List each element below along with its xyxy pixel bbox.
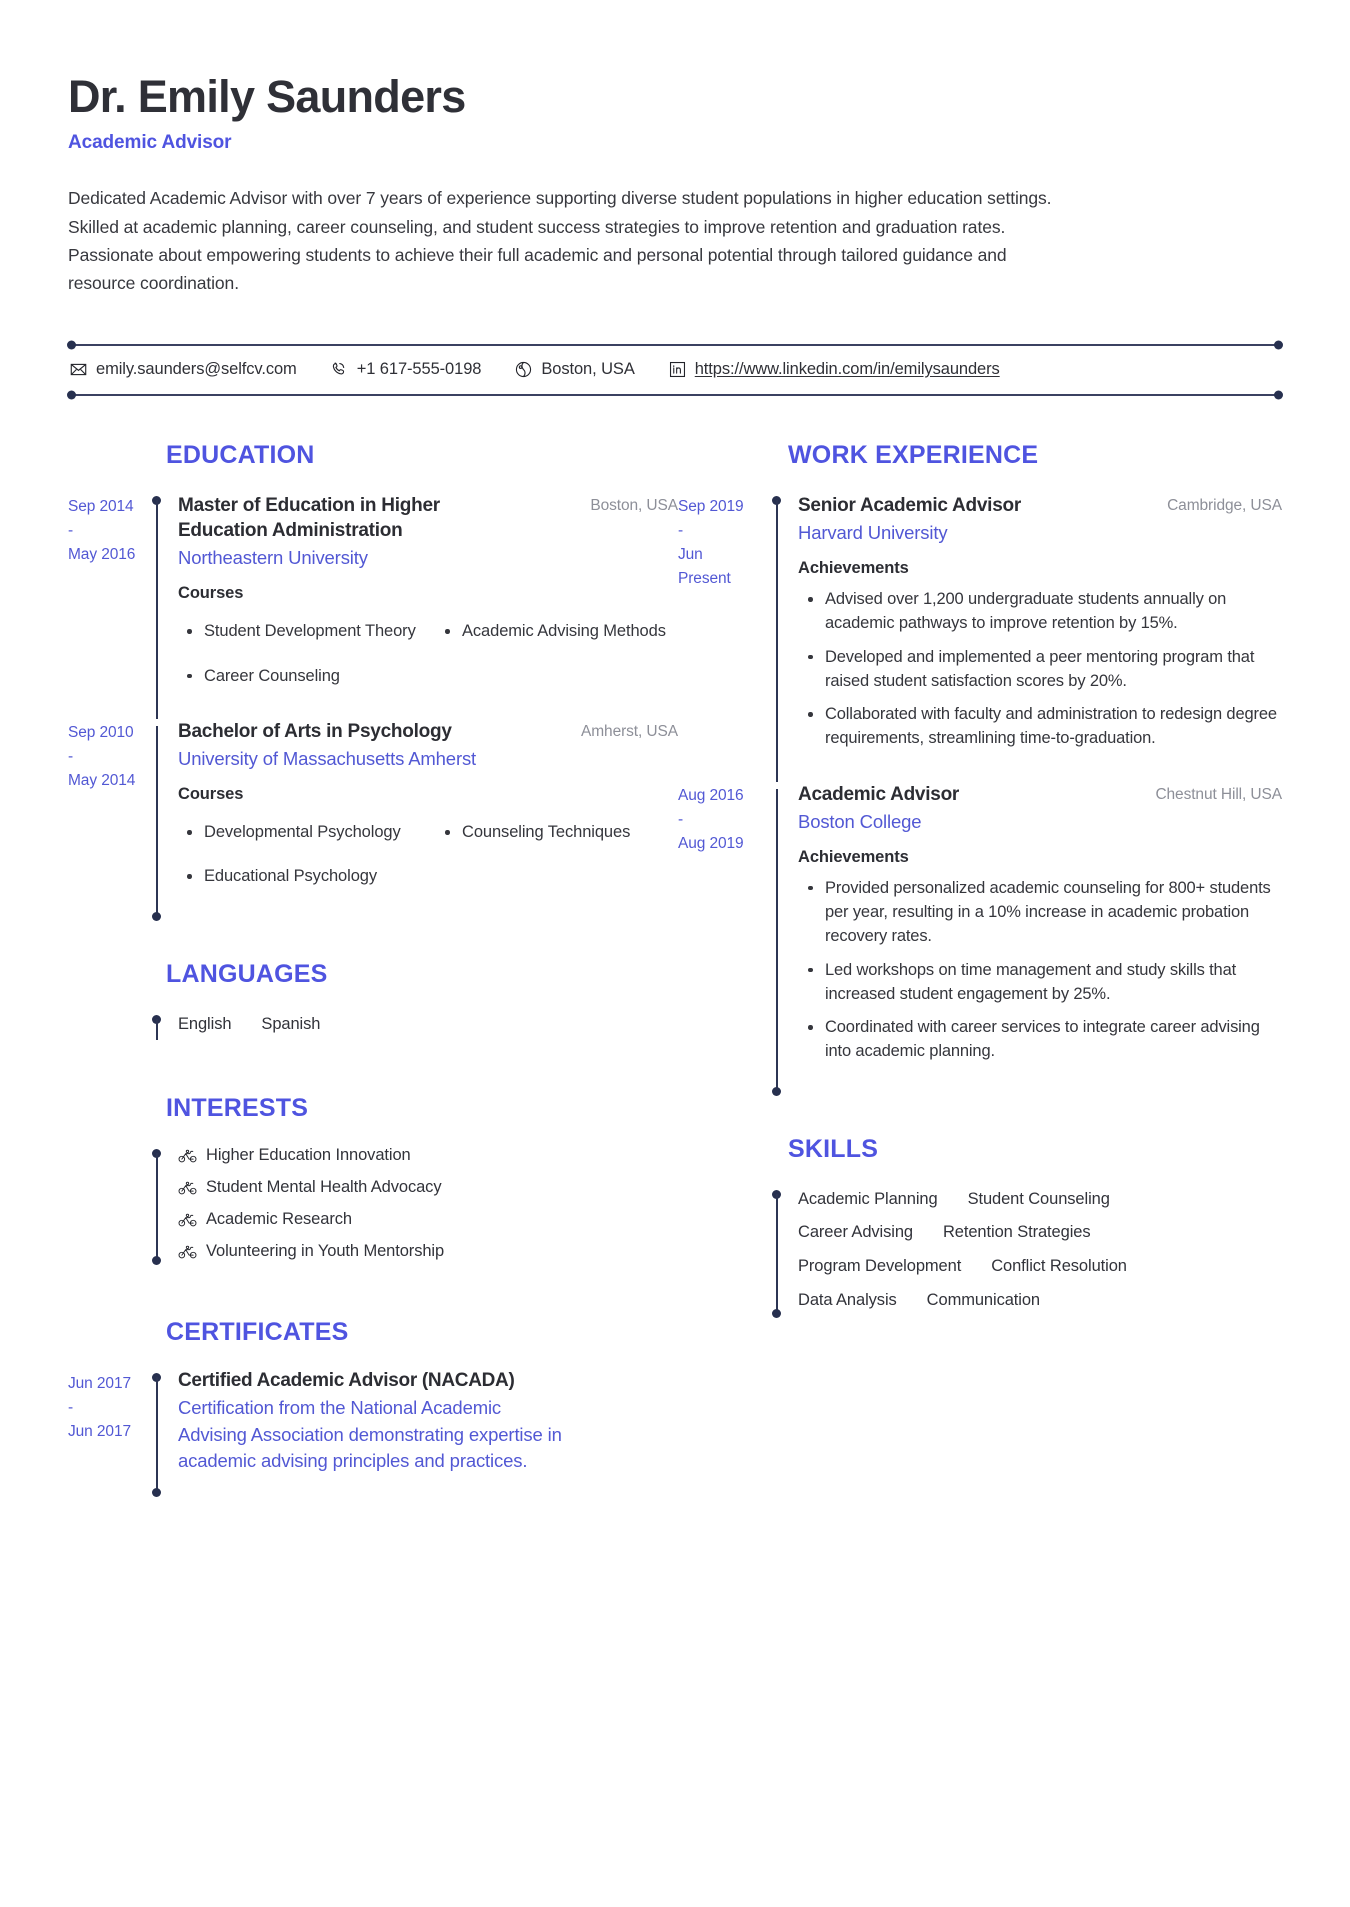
contact-linkedin-text[interactable]: https://www.linkedin.com/in/emilysaunders — [694, 359, 1000, 378]
work-entry — [678, 493, 1282, 782]
spacer — [68, 1040, 678, 1094]
interest-label: Higher Education Innovation — [206, 1146, 411, 1165]
interest-label: Student Mental Health Advocacy — [206, 1178, 442, 1197]
skill-item: Conflict Resolution — [991, 1257, 1127, 1276]
course-item: Career Counseling — [178, 664, 420, 688]
timeline-dot — [152, 1488, 161, 1497]
contact-phone[interactable] — [331, 360, 482, 379]
skills-block — [678, 1187, 1282, 1317]
certificate-title: Certified Academic Advisor (NACADA) — [178, 1370, 515, 1392]
work-location: Chestnut Hill, USA — [1155, 785, 1282, 803]
timeline-marker — [770, 1187, 786, 1317]
timeline-marker — [770, 493, 786, 782]
bicycle-icon — [178, 1180, 197, 1196]
right-column — [678, 441, 1282, 1317]
contact-phone-text: +1 617-555-0198 — [356, 359, 482, 378]
date-end: Present — [678, 569, 731, 587]
interest-label: Academic Research — [206, 1210, 352, 1229]
contact-items — [68, 346, 1282, 394]
education-body — [166, 493, 678, 719]
education-school: University of Massachusetts Amherst — [178, 748, 477, 770]
course-item: Student Development Theory — [178, 619, 420, 643]
timeline-line — [156, 726, 158, 920]
achievements-label: Achievements — [798, 847, 909, 866]
spacer — [68, 1264, 678, 1318]
resume-columns — [68, 441, 1282, 1496]
education-degree: Master of Education in Higher Education Administration — [178, 494, 440, 542]
skill-item: Program Development — [798, 1257, 962, 1276]
skill-item: Student Counseling — [967, 1189, 1110, 1208]
achievement-item: Provided personalized academic counseling for 800+ students per year, resulting in a 10% increase in academic probation recovery rates. — [798, 876, 1282, 949]
achievements-list — [798, 587, 1282, 751]
work-company: Harvard University — [798, 522, 948, 544]
course-item: Developmental Psychology — [178, 820, 420, 844]
date-separator: - — [678, 810, 684, 828]
date-start: Sep 2019 — [678, 497, 744, 515]
timeline-line — [776, 500, 778, 782]
date-end: May 2014 — [68, 771, 136, 789]
skill-item: Career Advising — [798, 1223, 913, 1242]
date-separator: - — [678, 521, 684, 539]
linkedin-icon — [669, 361, 686, 378]
achievement-item: Collaborated with faculty and administration to redesign degree requirements, streamlining time-to-graduation. — [798, 702, 1282, 751]
achievement-item: Developed and implemented a peer mentoring program that raised student satisfaction scores by 20%. — [798, 645, 1282, 694]
certificate-date-range — [68, 1370, 150, 1496]
contact-location — [515, 360, 634, 379]
achievement-item: Advised over 1,200 undergraduate students annually on academic pathways to improve retention by 15%. — [798, 587, 1282, 636]
section-title-work-experience: WORK EXPERIENCE — [788, 440, 1039, 469]
spacer — [68, 920, 678, 960]
section-title-education: EDUCATION — [166, 440, 315, 469]
language-item: English — [178, 1014, 232, 1033]
timeline-dot — [152, 1256, 161, 1265]
courses-label: Courses — [178, 785, 244, 804]
education-location: Boston, USA — [590, 496, 678, 514]
contact-bar — [68, 331, 1282, 407]
timeline-line — [776, 789, 778, 1095]
date-end: Jun 2017 — [68, 1423, 131, 1441]
interest-item — [178, 1178, 678, 1197]
education-entry — [68, 719, 678, 920]
achievement-item: Coordinated with career services to integrate career advising into academic planning. — [798, 1015, 1282, 1064]
skill-item: Data Analysis — [798, 1290, 897, 1309]
education-entry — [68, 493, 678, 719]
courses-label: Courses — [178, 584, 244, 603]
header — [68, 72, 1282, 298]
timeline-dot — [772, 1309, 781, 1318]
work-date-range — [678, 493, 770, 782]
certificate-body — [166, 1370, 678, 1496]
location-pin-icon — [515, 361, 532, 378]
timeline-line — [156, 1377, 158, 1496]
work-job-title: Senior Academic Advisor — [798, 494, 1022, 516]
certificate-description: Certification from the National Academic Advising Association demonstrating expertise in academic advising principles and practices. — [178, 1397, 562, 1471]
work-head — [798, 493, 1282, 518]
courses-list — [178, 811, 678, 898]
timeline-marker — [150, 1146, 166, 1264]
course-item: Educational Psychology — [178, 864, 420, 888]
certificate-entry — [68, 1370, 678, 1496]
page-title: Dr. Emily Saunders — [68, 71, 466, 122]
date-start: Jun 2017 — [68, 1375, 131, 1393]
education-date-range — [68, 493, 150, 719]
timeline-line — [776, 1194, 778, 1317]
languages-block — [68, 1012, 678, 1041]
education-head — [178, 719, 678, 744]
timeline-marker — [150, 1012, 166, 1041]
achievement-item: Led workshops on time management and study skills that increased student engagement by 25%. — [798, 958, 1282, 1007]
date-start: Sep 2014 — [68, 497, 134, 515]
date-start: Aug 2016 — [678, 786, 744, 804]
section-title-certificates: CERTIFICATES — [166, 1318, 349, 1347]
section-title-interests: INTERESTS — [166, 1094, 309, 1123]
date-end: May 2016 — [68, 545, 136, 563]
education-body — [166, 719, 678, 920]
bicycle-icon — [178, 1244, 197, 1260]
date-start: Sep 2010 — [68, 723, 134, 741]
work-entry — [678, 782, 1282, 1095]
timeline-marker — [150, 493, 166, 719]
timeline-marker — [770, 782, 786, 1095]
section-title-skills: SKILLS — [788, 1134, 879, 1163]
education-date-range — [68, 719, 150, 920]
bicycle-icon — [178, 1148, 197, 1164]
contact-linkedin[interactable] — [669, 360, 1000, 379]
work-body — [786, 782, 1282, 1095]
interests-list — [166, 1146, 678, 1264]
timeline-marker — [150, 719, 166, 920]
interest-item — [178, 1242, 678, 1261]
date-separator: - — [68, 521, 74, 539]
contact-rule-top — [68, 344, 1282, 346]
work-head — [798, 782, 1282, 807]
bicycle-icon — [178, 1212, 197, 1228]
contact-email-text: emily.saunders@selfcv.com — [96, 359, 297, 378]
education-location: Amherst, USA — [581, 722, 678, 740]
course-item: Academic Advising Methods — [436, 619, 678, 643]
language-item: Spanish — [261, 1014, 321, 1033]
interest-label: Volunteering in Youth Mentorship — [206, 1242, 445, 1261]
date-mid: Jun — [678, 545, 703, 563]
timeline-marker — [150, 1370, 166, 1496]
date-gutter — [68, 1012, 150, 1041]
envelope-icon — [70, 361, 87, 378]
skill-item: Retention Strategies — [942, 1223, 1091, 1242]
date-gutter — [678, 1187, 770, 1317]
work-job-title: Academic Advisor — [798, 783, 960, 805]
timeline-line — [156, 500, 158, 719]
interest-item — [178, 1210, 678, 1229]
course-item: Counseling Techniques — [436, 820, 678, 844]
work-body — [786, 493, 1282, 782]
achievements-list — [798, 876, 1282, 1064]
job-role-subtitle: Academic Advisor — [68, 132, 232, 154]
work-date-range — [678, 782, 770, 1095]
work-company: Boston College — [798, 810, 922, 832]
education-school: Northeastern University — [178, 547, 368, 569]
left-column — [68, 441, 678, 1496]
skill-item: Communication — [926, 1290, 1041, 1309]
contact-rule-bottom — [68, 394, 1282, 396]
skill-item: Academic Planning — [798, 1189, 938, 1208]
professional-summary: Dedicated Academic Advisor with over 7 years of experience supporting diverse student populations in higher education settings. Skilled at academic planning, career counseling, and student success strategies to improve retention and graduation rates. Passionate about empowering students to achieve their full academic and personal potential through tailored guidance and resource coordination. — [68, 188, 1052, 294]
date-separator: - — [68, 1399, 74, 1417]
interest-item — [178, 1146, 678, 1165]
achievements-label: Achievements — [798, 559, 909, 578]
courses-list — [178, 610, 678, 697]
timeline-dot — [772, 1087, 781, 1096]
date-end: Aug 2019 — [678, 834, 744, 852]
timeline-dot — [152, 912, 161, 921]
languages-list — [166, 1012, 586, 1041]
education-head — [178, 493, 678, 544]
timeline-line — [156, 1153, 158, 1264]
education-degree: Bachelor of Arts in Psychology — [178, 720, 452, 742]
skills-list — [786, 1187, 1206, 1317]
contact-email[interactable] — [70, 360, 297, 379]
interests-block — [68, 1146, 678, 1264]
section-title-languages: LANGUAGES — [166, 959, 328, 988]
work-location: Cambridge, USA — [1167, 496, 1282, 514]
phone-icon — [331, 361, 348, 378]
contact-location-text: Boston, USA — [541, 359, 635, 378]
date-gutter — [68, 1146, 150, 1264]
timeline-line — [156, 1019, 158, 1041]
spacer — [678, 1095, 1282, 1135]
date-separator: - — [68, 747, 74, 765]
